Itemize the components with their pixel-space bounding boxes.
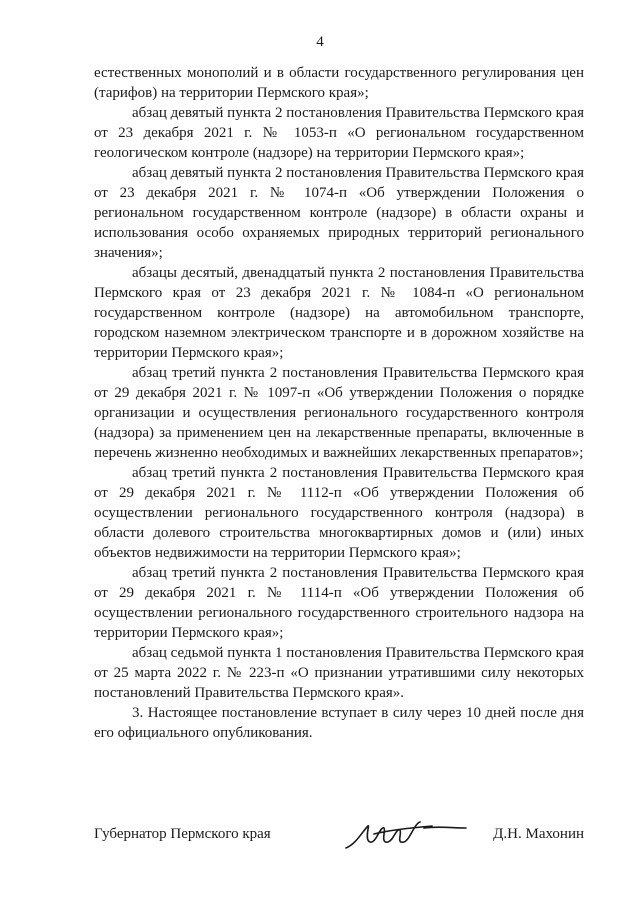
signatory-position: Губернатор Пермского края (94, 826, 271, 842)
paragraph-item: абзац седьмой пункта 1 постановления Правительства Пермского края от 25 марта 2022 г. № 223-п «О признании утратившими силу некоторых постановлений Правительства Пермского края». (94, 645, 584, 701)
paragraph-item: абзац третий пункта 2 постановления Правительства Пермского края от 29 декабря 2021 г. № 1097-п «Об утверждении Положения о порядке организации и осуществления регионального государственного контроля (надзора) за применением цен на лекарственные препараты, включенные в перечень жизненно необходимых и важнейших лекарственных препаратов»; (94, 365, 584, 461)
document-body (94, 63, 584, 743)
paragraph-effective-date: 3. Настоящее постановление вступает в силу через 10 дней после дня его официального опубликования. (94, 705, 584, 741)
page-number: 4 (316, 34, 324, 50)
paragraph-item: абзац третий пункта 2 постановления Правительства Пермского края от 29 декабря 2021 г. № 1114-п «Об утверждении Положения об осуществлении регионального государственного строительного надзора на территории Пермского края»; (94, 565, 584, 641)
handwritten-signature (340, 814, 470, 858)
signature-block (94, 820, 584, 860)
paragraph-item: абзацы десятый, двенадцатый пункта 2 постановления Правительства Пермского края от 23 декабря 2021 г. № 1084-п «О региональном государственном контроле (надзоре) на автомобильном транспорте, городском наземном электрическом транспорте и в дорожном хозяйстве на территории Пермского края»; (94, 265, 584, 361)
paragraph-continuation: естественных монополий и в области государственного регулирования цен (тарифов) на территории Пермского края»; (94, 65, 584, 101)
paragraph-item: абзац третий пункта 2 постановления Правительства Пермского края от 29 декабря 2021 г. № 1112-п «Об утверждении Положения об осуществлении регионального государственного контроля (надзора) в области долевого строительства многоквартирных домов и (или) иных объектов недвижимости на территории Пермского края»; (94, 465, 584, 561)
paragraph-item: абзац девятый пункта 2 постановления Правительства Пермского края от 23 декабря 2021 г. № 1074-п «Об утверждении Положения о региональном государственном контроле (надзоре) в области охраны и использования особо охраняемых природных территорий регионального значения»; (94, 165, 584, 261)
signatory-name: Д.Н. Махонин (493, 826, 584, 842)
paragraph-item: абзац девятый пункта 2 постановления Правительства Пермского края от 23 декабря 2021 г. № 1053-п «О региональном государственном геологическом контроле (надзоре) на территории Пермского края»; (94, 105, 584, 161)
